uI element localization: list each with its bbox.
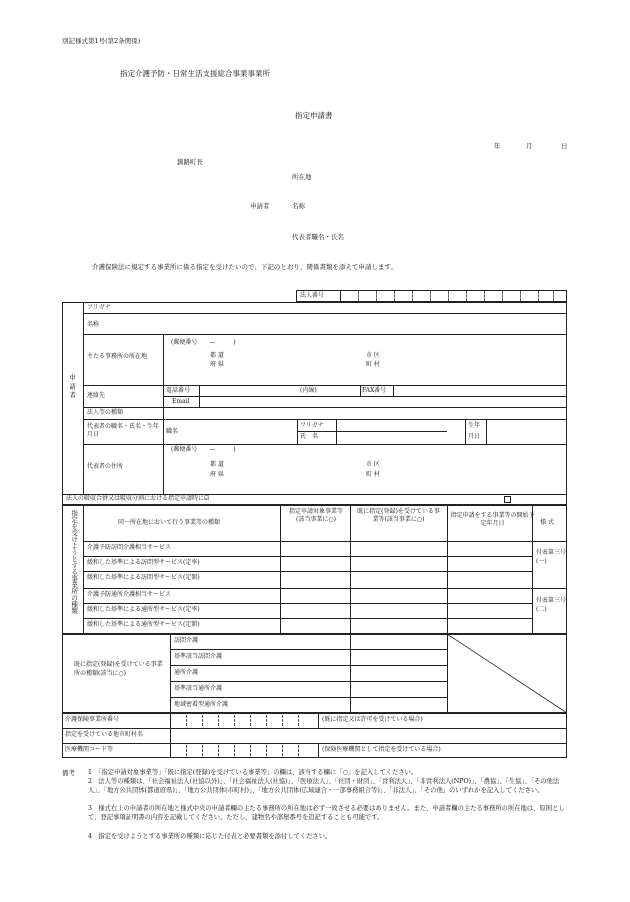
name-label: 名称 (292, 202, 305, 210)
service-row: 介護予防訪問介護相当サービス (87, 544, 172, 551)
rep-city1: 市 区 (366, 461, 380, 468)
fax-label: FAX番号 (362, 387, 387, 394)
form-id: 別記様式第1号(第2条関係) (62, 37, 141, 45)
notes-label: 備考 (62, 769, 75, 777)
representative-label: 代表者職名・氏名 (292, 233, 344, 241)
col-existing: 既に指定(登録)を受けている事業等(該当事業に○) (357, 508, 440, 523)
contact-label: 連絡先 (87, 392, 106, 399)
corp-type-label: 法人等の種類 (87, 409, 124, 416)
page-title: 指定申請書 (295, 111, 333, 120)
existing-row: 基準該当通所介護 (174, 685, 223, 692)
email-label: Email (172, 398, 190, 405)
rep-pref2: 府 県 (210, 471, 224, 478)
rep-address-label: 代表者の住所 (87, 463, 124, 470)
applicant-section (62, 302, 567, 505)
date-month: 月 (526, 142, 533, 150)
position-label: 職名 (166, 428, 179, 435)
note-2: 2 法人等の種類は、「社会福祉法人(社協以外)」、「社会福祉法人(社協)」、「医療法人」、「社団・財団」、「営利法人」、「非営利法人(NPO)」、「農協」、「生協」、「その他法人」、「地方公共団体(都道府県)」、「地方公共団体(市町村)」、「地方公共団体(広域連合・一部事務組合等)」、「非法人」、「その他」のいずれかを記入してください。 (88, 778, 560, 794)
office-postal: (郵便番号 — ) (171, 339, 236, 346)
rep-furigana-label: フリガナ (300, 422, 324, 429)
service-row: 緩和した基準による通所型サービス(定率) (87, 606, 200, 613)
note-1: 1 「指定申請対象事業等」「既に指定(登録)を受けている事業等」の欄は、該当する欄に「○」を記入してください。 (88, 769, 418, 776)
service-row: 緩和した基準による通所型サービス(定額) (87, 621, 200, 628)
addressee: 釧路町長 (177, 158, 203, 166)
furigana-label: フリガナ (87, 304, 111, 311)
rep-city2: 町 村 (366, 471, 380, 478)
medical-code-note: (保険医療機関として指定を受けている場合) (322, 746, 441, 753)
office-pref1: 都 道 (210, 352, 224, 359)
medical-code-label: 医療機関コード等 (65, 746, 114, 753)
col-application-target: 指定申請対象事業等(該当事業に○) (288, 508, 343, 523)
form-ref-2: 付表第三号(二) (536, 597, 567, 613)
existing-row: 地域密着型通所介護 (174, 701, 229, 708)
applicant-label: 申請者 (250, 202, 270, 210)
existing-row: 通所介護 (174, 669, 199, 676)
location-label: 所在地 (292, 173, 312, 181)
birth-year-label: 生年 (468, 422, 481, 429)
phone-label: 電話番号 (166, 387, 191, 394)
rep-pref1: 都 道 (210, 461, 224, 468)
service-row: 介護予防通所介護相当サービス (87, 591, 172, 598)
insurance-no-note: (既に指定又は許可を受けている場合) (322, 716, 423, 723)
existing-label: 既に指定(登録)を受けている事業所の種類(該当に○) (74, 661, 163, 677)
diagonal-strike (447, 634, 567, 713)
date-day: 日 (561, 142, 568, 150)
date-year: 年 (494, 142, 501, 150)
services-side-label: 指定を受けようとする事業所の種類 (70, 510, 79, 614)
service-row: 緩和した基準による訪問型サービス(定額) (87, 574, 200, 581)
note-4: 4 指定を受けようとする事業所の種類に応じた付表と必要書類を添付してください。 (88, 833, 332, 840)
office-city1: 市 区 (366, 352, 380, 359)
form-subtitle: 指定介護予防・日常生活支援総合事業事業所 (120, 69, 270, 78)
col-form: 様 式 (540, 519, 554, 526)
corp-number-label: 法人番号 (300, 292, 325, 299)
application-statement: 介護保険法に規定する事業所に係る指定を受けたいので、下記のとおり、関係書類を添えて申請します。 (92, 263, 397, 271)
rep-fullname-label: 氏 名 (300, 433, 319, 440)
col-start-date: 指定申請をする事業等の開始予定年月日 (450, 512, 535, 527)
form-ref-1: 付表第三号(一) (536, 549, 567, 565)
insurance-no-label: 介護保険事業所番号 (65, 716, 120, 723)
extension-label: (内線) (300, 387, 317, 394)
office-address-label: 主たる事務所の所在地 (87, 353, 148, 360)
corp-number-box[interactable] (296, 290, 567, 302)
name-row-label: 名称 (87, 321, 100, 328)
applicant-side-label: 申 請 者 (68, 374, 77, 398)
office-city2: 町 村 (366, 361, 380, 368)
rep-name-label: 代表者の職名・氏名・生年月日 (87, 423, 160, 438)
rep-postal: (郵便番号 — ) (171, 446, 236, 453)
existing-row: 訪問介護 (174, 637, 199, 644)
existing-row: 基準該当訪問介護 (174, 653, 223, 660)
merger-label: 法人の吸収合併又は吸収分割における指定申請時に☑ (66, 495, 210, 502)
merger-checkbox[interactable] (504, 496, 511, 503)
other-city-label: 指定を受けている他市町村名 (65, 731, 144, 738)
note-3: 3 様式右上の申請者の所在地と様式中央の申請者欄の主たる事務所の所在地は必ず一致させる必要はありません。また、申請者欄の主たる事務所の所在地は、原則として、登記事項証明書の内容を記載してください。ただし、建物名や部屋番号を追記することも可能です。 (88, 805, 565, 821)
office-pref2: 府 県 (210, 361, 224, 368)
birth-month-label: 月日 (468, 433, 481, 440)
col-same-location: 同一所在地において行う事業等の種類 (118, 519, 221, 526)
service-row: 緩和した基準による訪問型サービス(定率) (87, 559, 200, 566)
